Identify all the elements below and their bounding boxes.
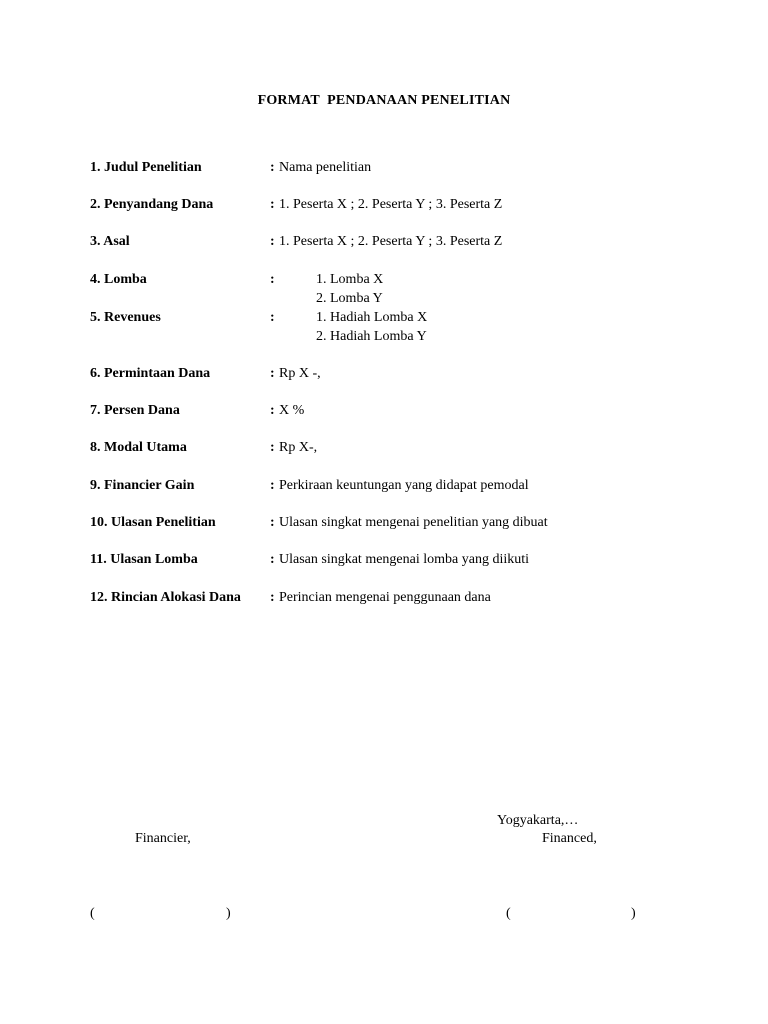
field-label: 7. Persen Dana	[90, 403, 180, 418]
list-item: 1. Hadiah Lomba X	[316, 310, 428, 325]
financed-signature-close-paren: )	[631, 906, 636, 921]
field-value: Rp X -,	[279, 366, 321, 381]
field-label: 9. Financier Gain	[90, 478, 195, 493]
field-colon: :	[270, 272, 275, 287]
financier-label: Financier,	[135, 831, 191, 846]
field-label: 3. Asal	[90, 234, 130, 249]
field-colon: :	[270, 366, 275, 381]
financed-signature-open-paren: (	[506, 906, 511, 921]
financed-label: Financed,	[542, 831, 597, 846]
field-colon: :	[270, 440, 275, 455]
field-value: X %	[279, 403, 305, 418]
field-colon: :	[270, 478, 275, 493]
field-label: 12. Rincian Alokasi Dana	[90, 590, 241, 605]
financier-signature-open-paren: (	[90, 906, 95, 921]
field-label: 1. Judul Penelitian	[90, 160, 202, 175]
field-label: 2. Penyandang Dana	[90, 197, 214, 212]
field-value: 1. Peserta X ; 2. Peserta Y ; 3. Peserta Z	[279, 234, 503, 249]
field-value: Perincian mengenai penggunaan dana	[279, 590, 491, 605]
list-item: 2. Hadiah Lomba Y	[316, 329, 427, 344]
field-label: 4. Lomba	[90, 272, 147, 287]
field-value: Perkiraan keuntungan yang didapat pemodal	[279, 478, 529, 493]
field-label: 10. Ulasan Penelitian	[90, 515, 216, 530]
field-value: Rp X-,	[279, 440, 318, 455]
field-label: 5. Revenues	[90, 310, 161, 325]
field-value: 1. Peserta X ; 2. Peserta Y ; 3. Peserta Z	[279, 197, 503, 212]
field-label: 8. Modal Utama	[90, 440, 187, 455]
field-label: 6. Permintaan Dana	[90, 366, 211, 381]
financier-signature-close-paren: )	[226, 906, 231, 921]
field-colon: :	[270, 160, 275, 175]
field-colon: :	[270, 234, 275, 249]
field-label: 11. Ulasan Lomba	[90, 552, 198, 567]
field-colon: :	[270, 590, 275, 605]
field-colon: :	[270, 515, 275, 530]
field-colon: :	[270, 403, 275, 418]
list-item: 1. Lomba X	[316, 272, 384, 287]
field-colon: :	[270, 552, 275, 567]
field-value: Nama penelitian	[279, 160, 372, 175]
field-colon: :	[270, 310, 275, 325]
list-item: 2. Lomba Y	[316, 291, 383, 306]
place-date: Yogyakarta,…	[497, 813, 579, 828]
field-colon: :	[270, 197, 275, 212]
document-title: FORMAT PENDANAAN PENELITIAN	[257, 93, 511, 108]
field-value: Ulasan singkat mengenai penelitian yang dibuat	[279, 515, 548, 530]
field-value: Ulasan singkat mengenai lomba yang diikuti	[279, 552, 530, 567]
